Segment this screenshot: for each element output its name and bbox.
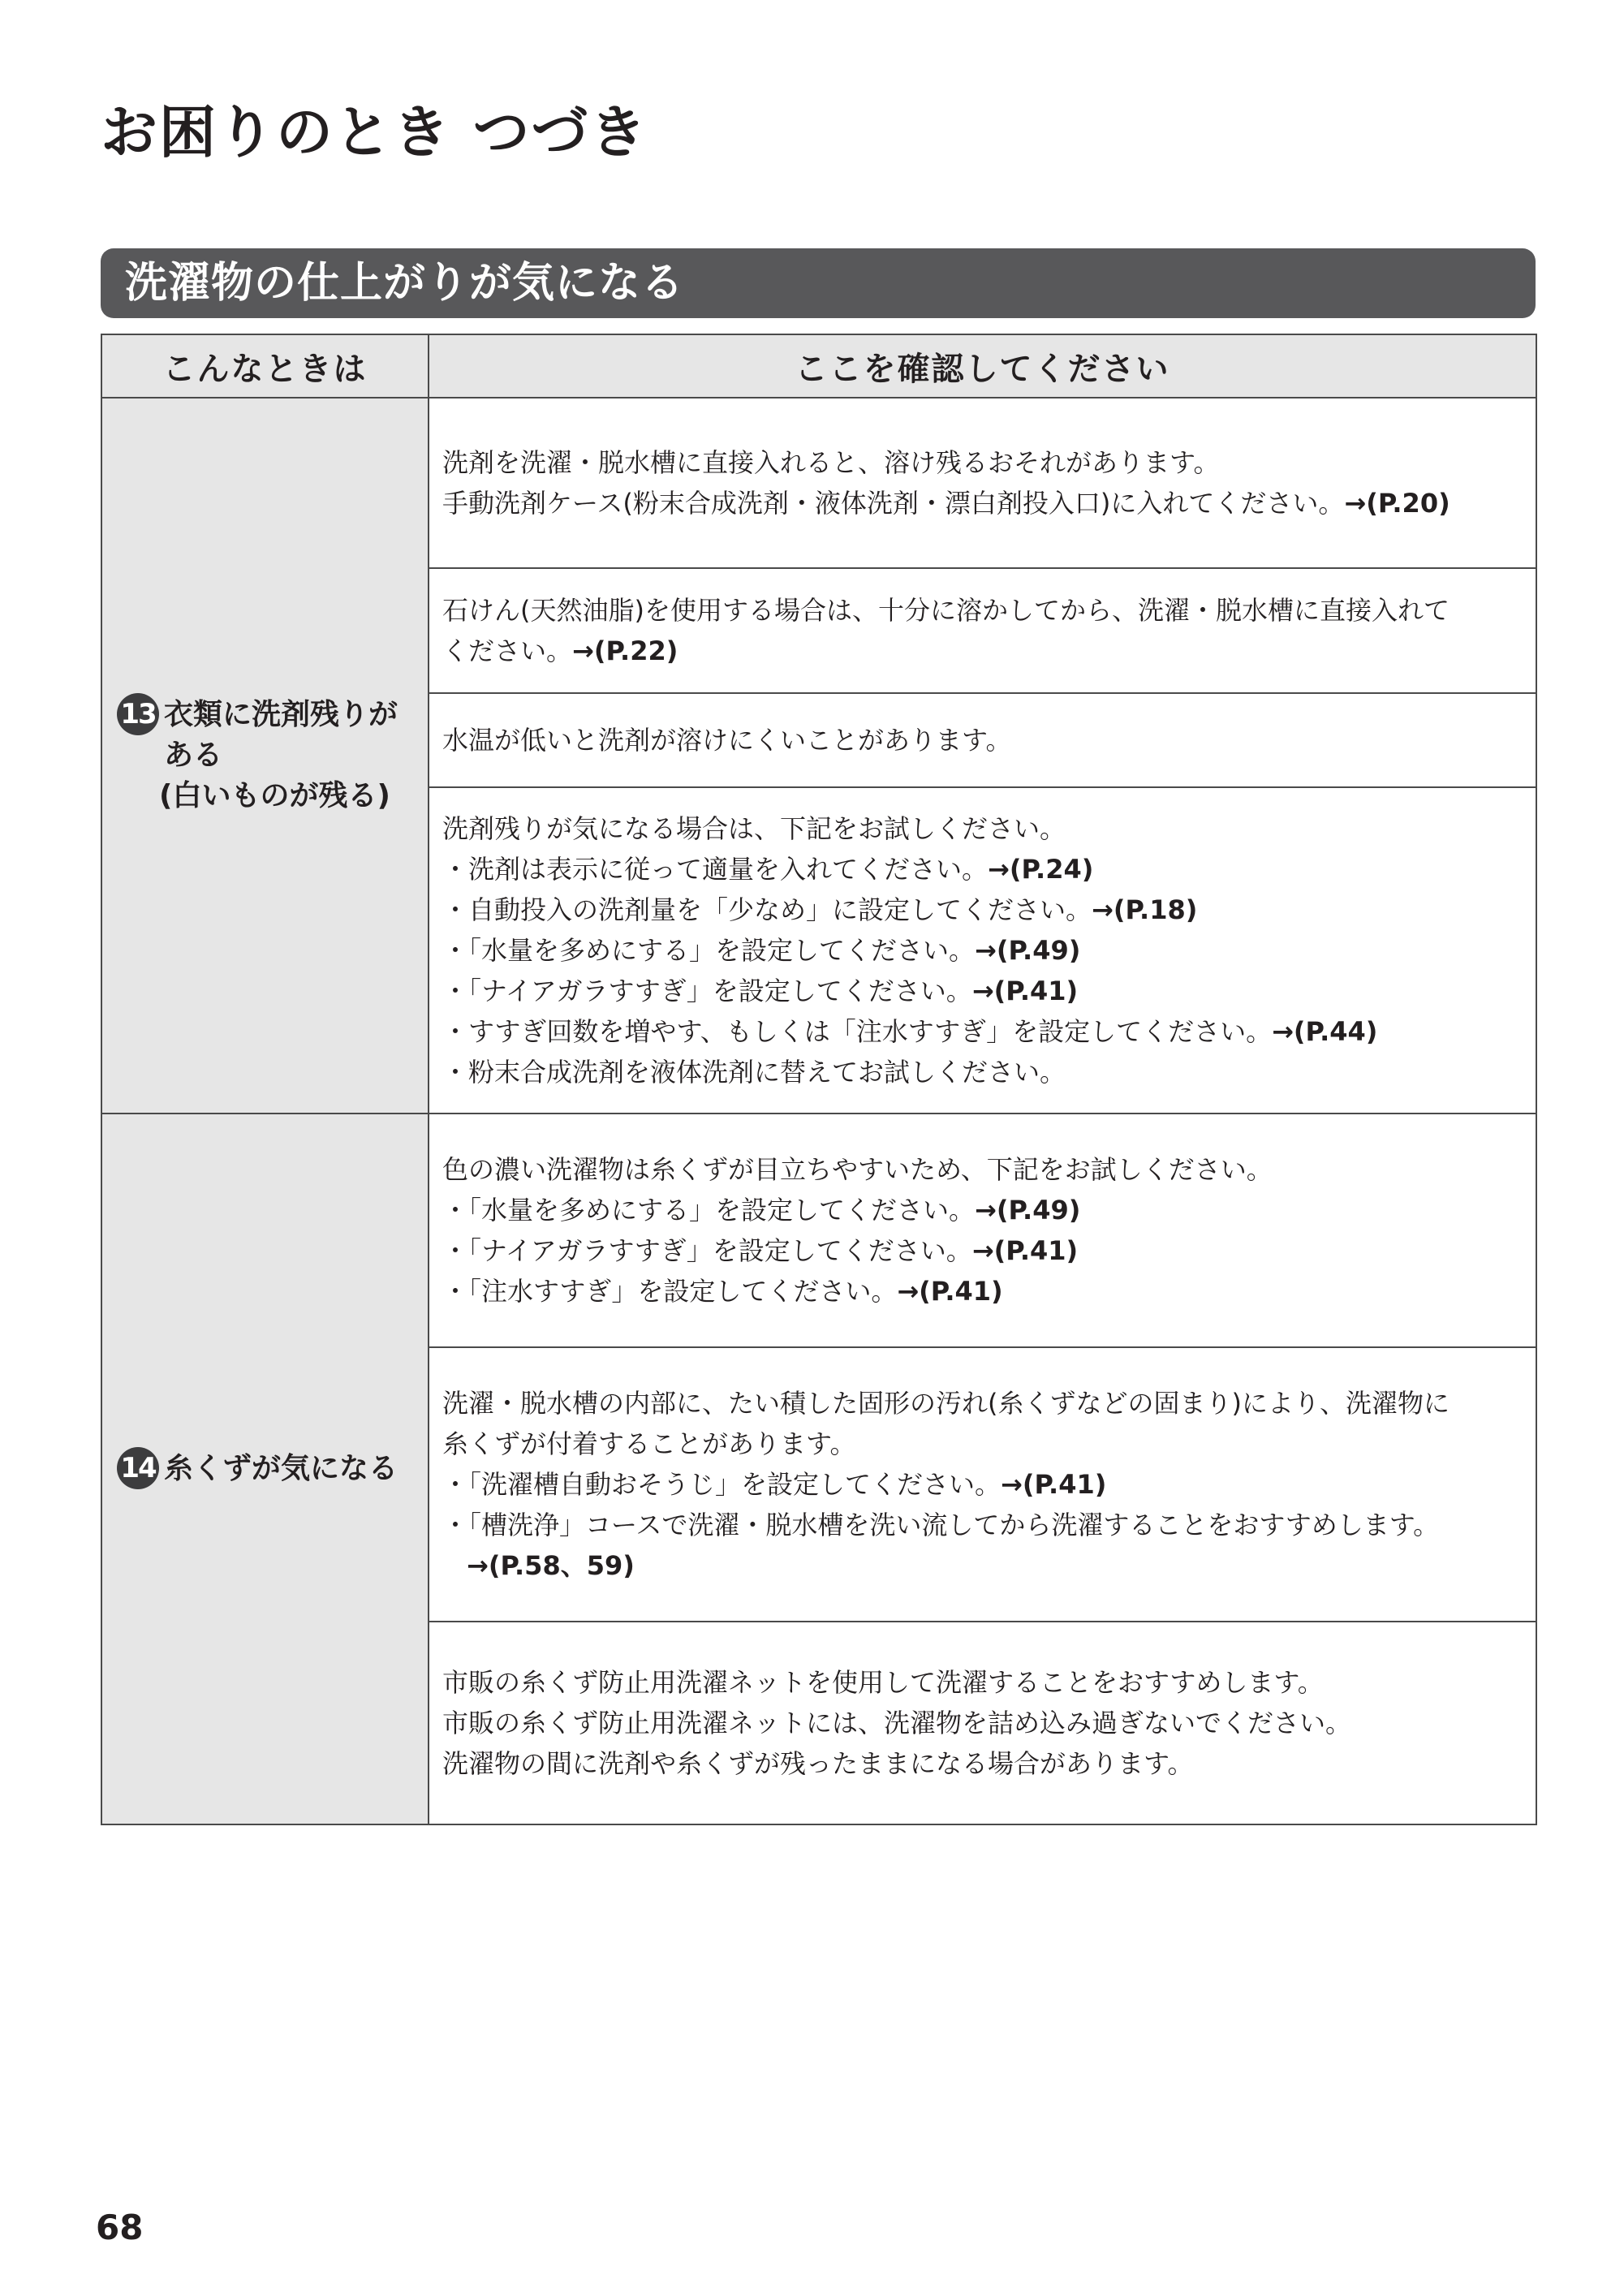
page-reference-link: →(P.20) [1344,488,1450,519]
check-cell [429,1347,1536,1622]
problem-cell [101,1114,429,1824]
table-row [101,1114,1536,1347]
page-reference-link: →(P.58、59) [467,1550,635,1581]
check-line [442,1149,1516,1190]
check-text: ・「洗濯槽自動おそうじ」を設定してください。 [442,1469,1002,1500]
check-line [442,849,1516,890]
page-number: 68 [96,2208,144,2247]
table-row [101,398,1536,568]
problem-label-line: ある [164,739,223,772]
check-text: ・「ナイアガラすすぎ」を設定してください。 [442,1235,972,1266]
check-line [442,930,1516,971]
check-text: ・「水量を多めにする」を設定してください。 [442,935,976,966]
check-text: ・自動投入の洗剤量を「少なめ」に設定してください。 [442,894,1092,925]
check-line [442,1052,1516,1092]
problem-label-line: 衣類に洗剤残りが [164,698,398,731]
problem-number-badge: 14 [117,1447,159,1489]
check-line [442,442,1516,483]
check-line [442,720,1516,760]
check-line [442,1743,1516,1784]
check-cell [429,1114,1536,1347]
check-text: ・「槽洗浄」コースで洗濯・脱水槽を洗い流してから洗濯することをおすすめします。 [442,1510,1440,1540]
check-line [442,1703,1516,1743]
check-line [442,890,1516,930]
check-line [442,631,1516,671]
check-text: 石けん(天然油脂)を使用する場合は、十分に溶かしてから、洗濯・脱水槽に直接入れて [442,595,1450,626]
page-reference-link: →(P.41) [971,1235,1079,1266]
check-line [442,1464,1516,1505]
check-text: 洗剤を洗濯・脱水槽に直接入れると、溶け残るおそれがあります。 [442,447,1220,478]
table-body [101,398,1536,1824]
column-header-problem: こんなときは [101,334,429,398]
page-reference-link: →(P.41) [1001,1469,1107,1500]
check-text: 色の濃い洗濯物は糸くずが目立ちやすいため、下記をお試しください。 [442,1154,1273,1185]
check-cell [429,1622,1536,1824]
table-header-row [101,334,1536,398]
check-line [442,1505,1516,1545]
check-line [442,1662,1516,1703]
check-text: ください。 [442,635,573,666]
check-line [442,1271,1516,1312]
check-line [442,590,1516,631]
check-cell [429,398,1536,568]
check-line [442,1230,1516,1271]
check-text: 洗濯・脱水槽の内部に、たい積した固形の汚れ(糸くずなどの固まり)により、洗濯物に [442,1388,1450,1419]
check-text: ・粉末合成洗剤を液体洗剤に替えてお試しください。 [442,1057,1066,1088]
problem-cell [101,398,429,1114]
column-header-check: ここを確認してください [429,334,1536,398]
check-text: ・洗剤は表示に従って適量を入れてください。 [442,854,989,885]
page-reference-link: →(P.44) [1272,1016,1378,1047]
page-heading: お困りのとき つづき [101,99,648,166]
problem-label [164,1449,415,1489]
check-line [442,1424,1516,1464]
page-reference-link: →(P.49) [975,1195,1081,1226]
check-cell [429,568,1536,693]
problem-label [159,695,415,816]
check-text: 市販の糸くず防止用洗濯ネットを使用して洗濯することをおすすめします。 [442,1667,1324,1698]
check-line [442,1545,1516,1586]
page-reference-link: →(P.41) [897,1276,1003,1307]
page-reference-link: →(P.49) [975,935,1081,966]
check-cell [429,787,1536,1114]
check-line [442,1383,1516,1424]
section-title: 洗濯物の仕上がりが気になる [101,248,1536,318]
check-line [442,971,1516,1011]
check-text: 洗濯物の間に洗剤や糸くずが残ったままになる場合があります。 [442,1748,1194,1779]
check-text: 手動洗剤ケース(粉末合成洗剤・液体洗剤・漂白剤投入口)に入れてください。 [442,488,1345,519]
page-reference-link: →(P.24) [988,854,1094,885]
page-reference-link: →(P.41) [971,976,1079,1006]
problem-label-line: 糸くずが気になる [164,1452,398,1485]
check-line [442,808,1516,849]
check-text: 糸くずが付着することがあります。 [442,1428,856,1459]
check-text: 洗剤残りが気になる場合は、下記をお試しください。 [442,813,1066,844]
check-line [442,1011,1516,1052]
check-cell [429,693,1536,787]
check-text: 水温が低いと洗剤が溶けにくいことがあります。 [442,725,1012,756]
troubleshooting-table [101,334,1537,1825]
check-text: ・すすぎ回数を増やす、もしくは「注水すすぎ」を設定してください。 [442,1016,1273,1047]
problem-number-badge: 13 [117,693,159,735]
check-line [442,483,1516,523]
page-reference-link: →(P.18) [1092,894,1198,925]
check-text: ・「水量を多めにする」を設定してください。 [442,1195,976,1226]
page-reference-link: →(P.22) [572,635,678,666]
check-text: ・「注水すすぎ」を設定してください。 [442,1276,898,1307]
check-line [442,1190,1516,1230]
problem-label-line: (白いものが残る) [159,779,390,812]
check-text: ・「ナイアガラすすぎ」を設定してください。 [442,976,972,1006]
check-text: 市販の糸くず防止用洗濯ネットには、洗濯物を詰め込み過ぎないでください。 [442,1708,1352,1738]
